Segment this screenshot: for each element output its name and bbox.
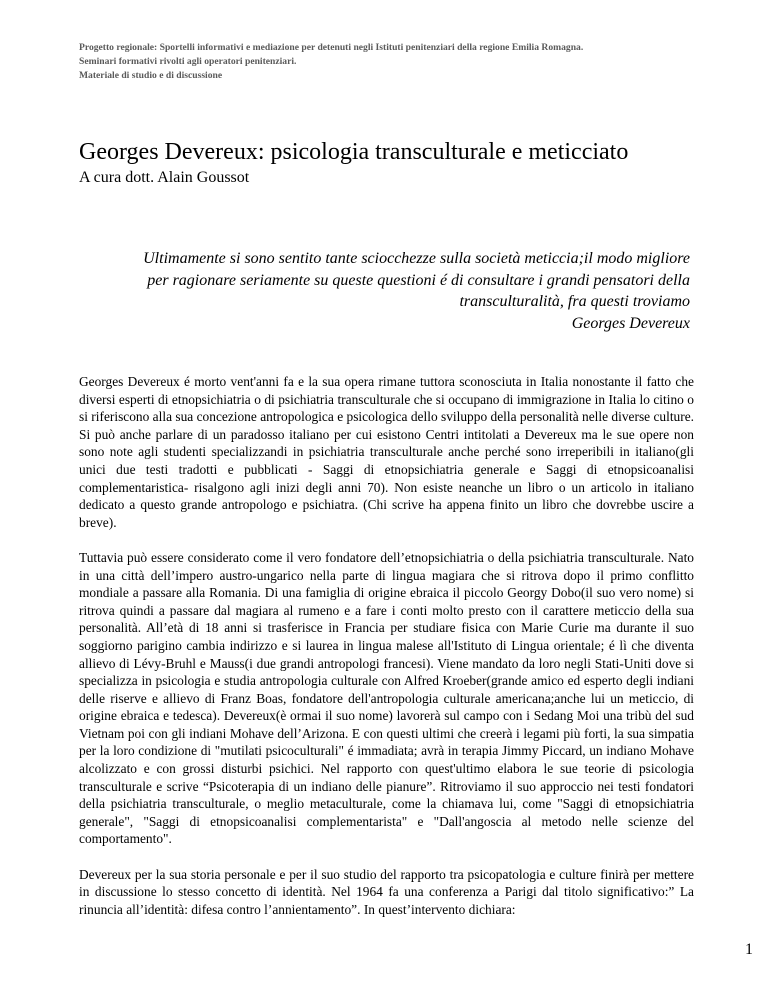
- header-line-project: Progetto regionale: Sportelli informativi e mediazione per detenuti negli Istituti penitenziari della regione Emilia Romagna.: [79, 42, 584, 53]
- quote-line-3: transculturalità, fra questi troviamo: [459, 293, 690, 310]
- paragraph-intro: Georges Devereux é morto vent'anni fa e la sua opera rimane tuttora sconosciuta in Italia nonostante il fatto che diversi esperti di etnopsichiatria o di psichiatria transculturale che si occupano di immigrazione in Italia lo citino o si riferiscono alla sua concezione antropologica e psicologica dello sviluppo della personalità nelle diverse culture. Si può anche parlare di un paradosso italiano per cui esistono Centri intitolati a Devereux ma le sue opere non sono note agli studenti specializzandi in psichiatria transculturale anche perché sono irreperibili in italiano(gli unici due testi tradotti e pubblicati - Saggi di etnopsichiatria generale e Saggi di etnopsicoanalisi complementaristica- risalgono agli inizi degli anni 70). Non esiste neanche un libro o un articolo in italiano dedicato a questo grande antropologo e psichiatra. (Chi scrive ha appena finito un libro che dovrebbe uscire a breve).: [79, 374, 694, 530]
- paragraph-biography: Tuttavia può essere considerato come il vero fondatore dell’etnopsichiatria o della psichiatria transculturale. Nato in una città dell’impero austro-ungarico nella parte di lingua magiara che si ritrova dopo il primo conflitto mondiale a passare alla Romania. Di una famiglia di origine ebraica il piccolo Georgy Dobo(il suo vero nome) si ritrova quindi a passare dal magiara al rumeno e a fare i conti molto presto con il carattere meticcio della sua personalità. All’età di 18 anni si trasferisce in Francia per studiare fisica con Marie Curie ma durante il suo soggiorno parigino cambia indirizzo e si laurea in lingua malese all'Istituto di Lingua orientale; é lì che diventa allievo di Lévy-Bruhl e Mauss(i due grandi antropologi francesi). Viene mandato da loro negli Stati-Uniti dove si specializza in psicologia e studia antropologia culturale con Alfred Kroeber(grande amico ed esperto degli indiani delle riserve e allievo di Franz Boas, fondatore dell'antropologia culturale americana;anche lui un meticcio, di origine ebraica e tedesca). Devereux(è ormai il suo nome) lavorerà sul campo con i Sedang Moi una tribù del sud Vietnam poi con gli indiani Mohave dell’Arizona. E con questi ultimi che creerà i legami più forti, la sua simpatia per la loro condizione di "mutilati psicoculturali" é immadiata; avrà in terapia Jimmy Piccard, un indiano Mohave alcolizzato e con grossi disturbi psichici. Nel rapporto con quest'ultimo elabora le sue teorie di psicologia transculturale e scrive “Psicoterapia di un indiano delle pianure”. Ritroviamo il suo approccio nei testi fondatori della psichiatria transculturale, o meglio metaculturale, come la chiamava lui, come "Saggi di etnopsichiatria generale", "Saggi di etnopsicoanalisi complementarista" e "Dall'angoscia al metodo nelle scienze del comportamento".: [79, 549, 694, 847]
- header-line-seminars: Seminari formativi rivolti agli operatori penitenziari.: [79, 56, 297, 67]
- quote-line-1: Ultimamente si sono sentito tante sciocchezze sulla società meticcia;il modo migliore: [143, 250, 690, 267]
- document-title: Georges Devereux: psicologia transculturale e meticciato: [79, 139, 629, 165]
- quote-line-2: per ragionare seriamente su queste questioni é di consultare i grandi pensatori della: [147, 271, 690, 289]
- page-number: 1: [745, 941, 753, 958]
- document-body: [79, 373, 694, 918]
- paragraph-identity: Devereux per la sua storia personale e per il suo studio del rapporto tra psicopatologia e culture finirà per mettere in discussione lo stesso concetto di identità. Nel 1964 fa una conferenza a Parigi dal titolo significativo:” La rinuncia all’identità: difesa contro l’annientamento”. In quest’intervento dichiara:: [79, 866, 694, 917]
- document-author: A cura dott. Alain Goussot: [79, 169, 250, 186]
- quote-line-4: Georges Devereux: [571, 314, 690, 332]
- document-header: [79, 41, 699, 83]
- epigraph-quote: [80, 248, 690, 334]
- header-line-material: Materiale di studio e di discussione: [79, 70, 223, 81]
